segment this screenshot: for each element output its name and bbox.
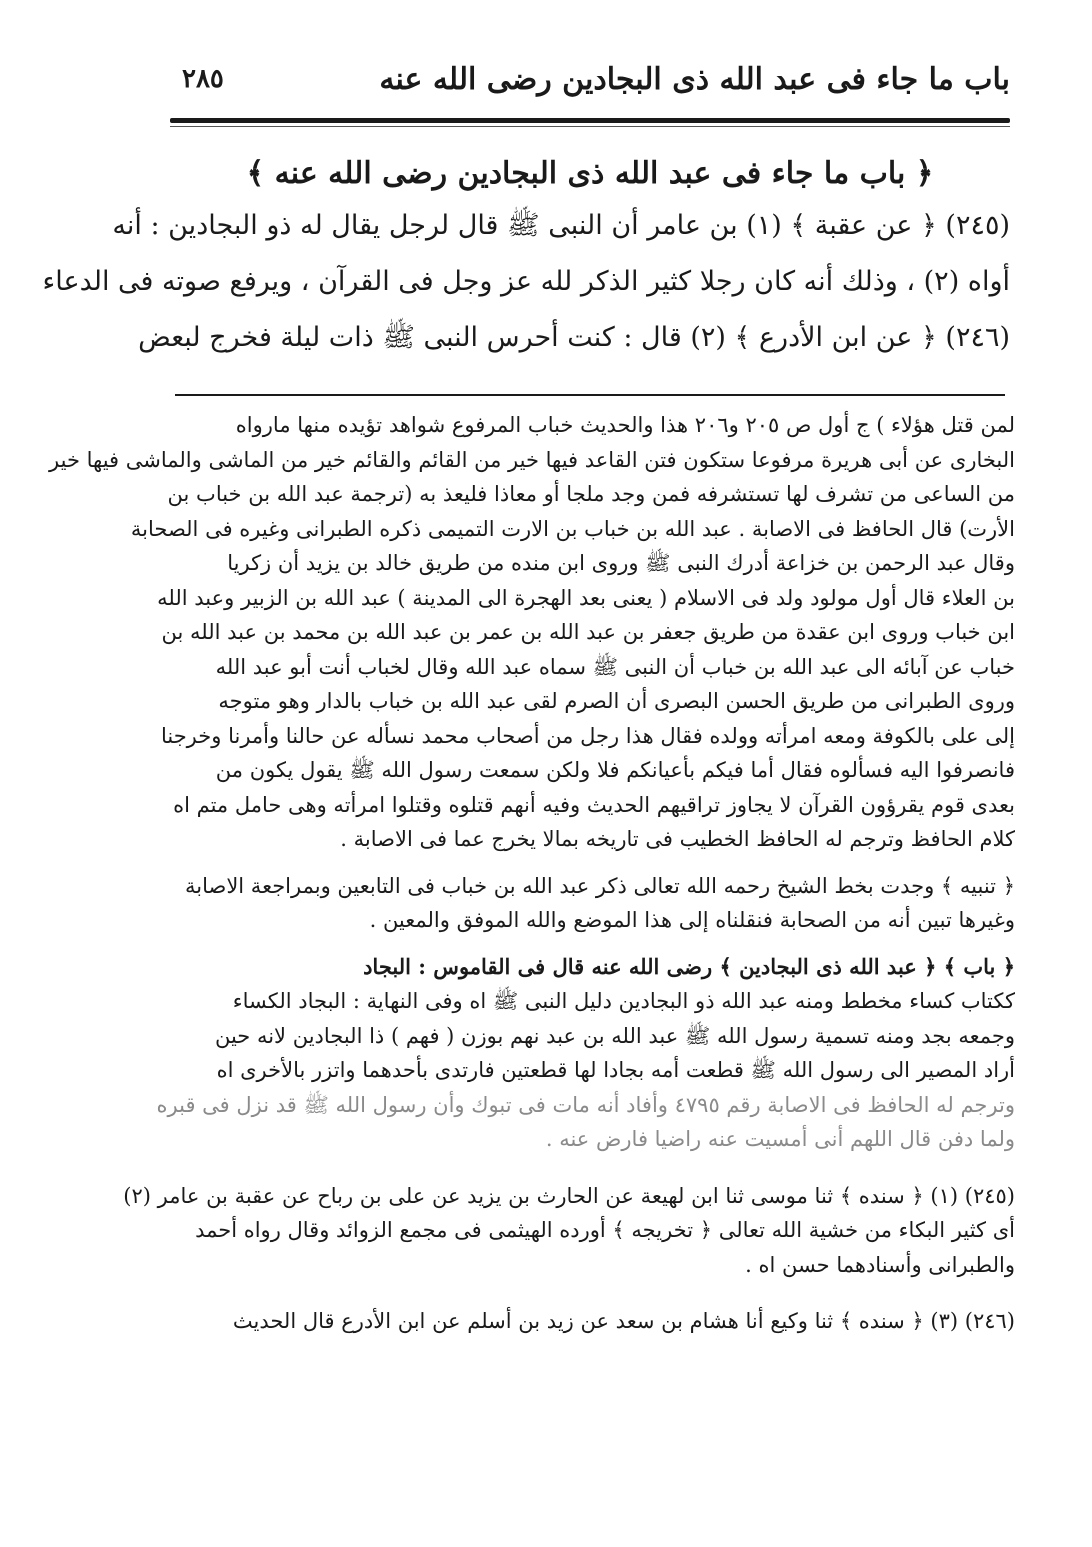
note-block-dhul-bijadayn [156,950,1015,1157]
note-line: ولما دفن قال اللهم أنى أمسيت عنه راضيا فارض عنه . [545,1127,1015,1151]
note-line: وجمعه بجد ومنه تسمية رسول الله ﷺ عبد الله بن عبد نهم بوزن ( فهم ) ذا البجادين لانه حين [214,1023,1015,1048]
header-rule-thin [170,126,1010,127]
chapter-title: ﴿ باب ما جاء فى عبد الله ذى البجادين رضى الله عنه ﴾ [246,156,934,191]
note-line: فانصرفوا اليه فسألوه فقال أما فيكم بأعيانكم فلا ولكن سمعت رسول الله ﷺ يقول يكون من [215,758,1015,782]
note-block-abdullah-ibn-khabbab [49,408,1015,857]
footnote-separator [175,394,1005,396]
note-line: ﴿ باب ﴾ ﴿ عبد الله ذى البجادين ﴾ رضى الله عنه قال فى القاموس : البجاد [363,953,1015,979]
note-line: ككتاب كساء مخطط ومنه عبد الله ذو البجادين دليل النبى ﷺ اه وفى النهاية : البجاد الكساء [232,989,1015,1013]
note-line: من الساعى من تشرف لها تستشرفه فمن وجد ملجا أو معاذا فليعذ به (ترجمة عبد الله بن خباب بن [167,482,1015,506]
note-line: والطبرانى وأسنادهما حسن اه . [745,1252,1015,1277]
note-line: وقال عبد الرحمن بن خزاعة أدرك النبى ﷺ وروى ابن منده من طريق خالد بن يزيد أن زكريا [227,551,1015,575]
note-block-245 [123,1179,1015,1283]
hadith-245-line-1: (٢٤٥) ﴿ عن عقبة ﴾ (١) بن عامر أن النبى ﷺ قال لرجل يقال له ذو البجادين : أنه [112,210,1010,241]
note-line: لمن قتل هؤلاء ) ج أول ص ٢٠٥ و٢٠٦ هذا والحديث خباب المرفوع شواهد تؤيده منها مارواه [235,413,1015,437]
note-line: خباب عن آبائه الى عبد الله بن خباب أن النبى ﷺ سماه عبد الله وقال لخباب أنت أبو عبد الله [215,654,1015,679]
hadith-246-line-1: (٢٤٦) ﴿ عن ابن الأدرع ﴾ (٢) قال : كنت أحرس النبى ﷺ ذات ليلة فخرج لبعض [138,322,1010,353]
footnotes [49,408,1015,1339]
note-line: إلى على بالكوفة ومعه امرأته وولده فقال هذا رجل من أصحاب محمد نسأله عن حالنا وأمرنا وخرجنا [160,723,1015,748]
note-block-246 [185,1304,1015,1339]
main-text [42,150,1010,366]
header-rule [170,118,1010,123]
note-line: أى كثير البكاء من خشية الله تعالى ﴿ تخريجه ﴾ أورده الهيثمى فى مجمع الزوائد وقال رواه أحمد [195,1218,1015,1242]
note-line: بعدى قوم يقرؤون القرآن لا يجاوز تراقيهم الحديث وفيه أنهم قتلوه وقتلوا امرأته وهى حامل متم اه [173,792,1015,817]
note-line: أراد المصير الى رسول الله ﷺ قطعت أمه بجادا لها قطعتين فارتدى بأحدهما واتزر بالأخرى اه [216,1058,1015,1082]
note-line: ﴿ تنبيه ﴾ وجدت بخط الشيخ رحمه الله تعالى ذكر عبد الله بن خباب فى التابعين وبمراجعة الاصابة [184,873,1015,898]
note-line: (٢٤٦) (٣) ﴿ سنده ﴾ ثنا وكيع أنا هشام بن سعد عن زيد بن أسلم عن ابن الأدرع قال الحديث [232,1309,1015,1333]
running-title: باب ما جاء فى عبد الله ذى البجادين رضى الله عنه [379,62,1010,97]
note-line: كلام الحافظ وترجم له الحافظ الخطيب فى تاريخه بمالا يخرج عما فى الاصابة . [340,827,1015,851]
note-line: وروى الطبرانى من طريق الحسن البصرى أن الصرم لقى عبد الله بن خباب بالدار وهو متوجه [218,689,1015,713]
note-line: ابن خباب وروى ابن عقدة من طريق جعفر بن عبد الله بن عمر بن عبد الله بن محمد بن عبد الله بن [161,620,1015,644]
hadith-245-line-2: أواه (٢) ، وذلك أنه كان رجلا كثير الذكر لله عز وجل فى القرآن ، ويرفع صوته فى الدعاء [42,266,1010,297]
note-line: الأرت) قال الحافظ فى الاصابة . عبد الله بن خباب بن الارت التميمى ذكره الطبرانى وغيره فى الصحابة [130,516,1015,541]
note-line: (٢٤٥) (١) ﴿ سنده ﴾ ثنا موسى ثنا ابن لهيعة عن الحارث بن يزيد عن على بن رباح عن عقبة بن عامر (٢) [123,1183,1015,1208]
note-line: بن العلاء قال أول مولود ولد فى الاسلام ( يعنى بعد الهجرة الى المدينة ) عبد الله بن الزبير وعبد الله [157,585,1015,610]
note-line: وغيرها تبين أنه من الصحابة فنقلناه إلى هذا الموضع والله الموفق والمعين . [369,908,1015,932]
note-line: وترجم له الحافظ فى الاصابة رقم ٤٧٩٥ وأفاد أنه مات فى تبوك وأن رسول الله ﷺ قد نزل فى قبره [156,1092,1015,1117]
page-number: ٢٨٥ [182,64,224,94]
note-block-tanbih [185,869,1015,938]
note-line: البخارى عن أبى هريرة مرفوعا ستكون فتن القاعد فيها خير من القائم والقائم خير من الماشى والماشى فيها خير [49,447,1015,472]
page-header [170,58,1010,114]
